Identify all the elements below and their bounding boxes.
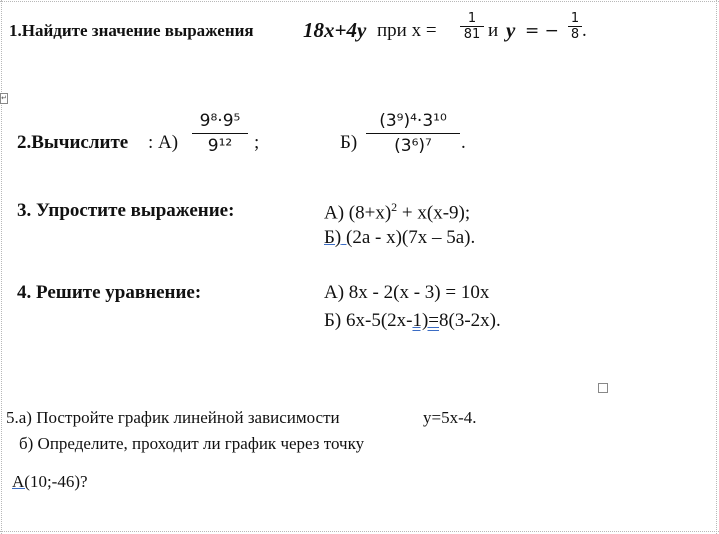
q3-a-power: 2: [391, 200, 398, 214]
q2-b-fraction: [366, 111, 460, 156]
q4-b-marked: 1)=: [412, 310, 440, 331]
q3-b: [324, 227, 475, 249]
anchor-icon[interactable]: ↵: [1, 94, 7, 102]
q2-a-numerator: 9⁸·9⁵: [199, 111, 241, 131]
q2-a-fraction: [192, 111, 248, 156]
q1-y-numerator: 1: [570, 11, 580, 26]
q2-b-end: .: [461, 132, 466, 153]
q1-y-fraction: [568, 11, 582, 42]
q3-a-prefix: А) (8+x): [324, 202, 392, 224]
page-border-left: [1, 0, 2, 534]
q5-line2: б) Определите, проходит ли график через точку: [19, 434, 365, 453]
q5-point-rest: 10;-46)?: [29, 472, 88, 491]
q1-label: 1.Найдите значение выражения: [9, 21, 254, 40]
q1-expression: 18x+4y: [303, 18, 367, 42]
q2-b-denominator: (3⁶)⁷: [394, 136, 432, 156]
q3-a: [324, 200, 470, 224]
resize-handle-icon[interactable]: [598, 383, 608, 393]
q5-function: y=5x-4.: [423, 408, 477, 427]
q4-b: [324, 310, 501, 332]
q1-and: и: [488, 20, 499, 41]
q4-label: 4. Решите уравнение:: [17, 282, 202, 303]
page-border-bottom: [0, 531, 719, 532]
q3-b-prefix: Б): [324, 227, 342, 248]
q3-a-rest: + x(x-9);: [397, 202, 471, 224]
q5-point-a: А(: [12, 472, 30, 491]
q2-label: 2.Вычислите: [17, 132, 129, 153]
q1-x-numerator: 1: [467, 11, 477, 26]
q1-y-denominator: 8: [570, 27, 580, 42]
q4-a: А) 8x - 2(x - 3) = 10x: [324, 282, 490, 303]
q3-b-rest: 2a - x)(7x – 5a).: [352, 227, 476, 248]
q1-x-fraction: [460, 11, 484, 42]
q2-b-label: Б): [340, 132, 358, 153]
q5-point: [12, 472, 88, 492]
q2-a-label: : А): [148, 132, 179, 153]
q1-y-variable: y: [506, 18, 516, 42]
q5-line1: 5.а) Постройте график линейной зависимости: [6, 408, 340, 427]
q2-a-denominator: 9¹²: [207, 136, 233, 156]
q2-b-numerator: (3⁹)⁴·3¹⁰: [379, 111, 447, 131]
page-border-right: [716, 0, 717, 534]
q1-end: .: [582, 20, 587, 41]
page-border-top: [0, 1, 719, 2]
q1-x-denominator: 81: [463, 27, 481, 42]
q1-equals-minus: = −: [525, 21, 559, 41]
q4-b-end: 8(3-2x).: [439, 310, 501, 331]
q1-when: при х =: [377, 20, 437, 41]
q2-a-separator: ;: [254, 132, 260, 153]
q4-b-start: Б) 6x-5(2x-: [324, 310, 413, 331]
q3-b-paren: (: [341, 227, 353, 248]
q3-label: 3. Упростите выражение:: [17, 200, 235, 221]
